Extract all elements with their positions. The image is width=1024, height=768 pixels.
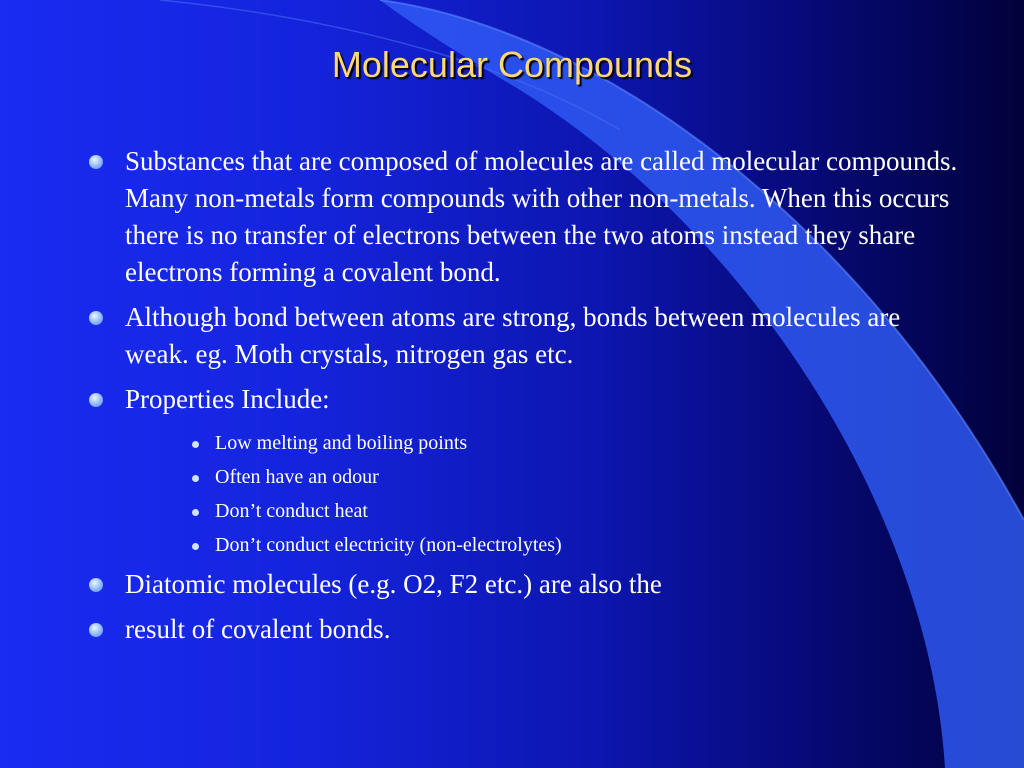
sub-bullet-item (191, 460, 968, 494)
bullet-dot-icon (89, 155, 103, 169)
bullet-dot-icon (89, 393, 103, 407)
sub-bullet-dot-icon (192, 441, 199, 448)
properties-sublist (88, 426, 968, 562)
bullet-item (88, 299, 968, 373)
sub-bullet-text: Don’t conduct electricity (non-electrolytes) (215, 534, 562, 556)
sub-bullet-item (191, 494, 968, 528)
sub-bullet-dot-icon (192, 509, 199, 516)
bullet-item (88, 381, 968, 418)
bullet-text: Diatomic molecules (e.g. O2, F2 etc.) are also the (125, 569, 662, 599)
slide-title: Molecular Compounds (331, 44, 693, 85)
bullet-item (88, 611, 968, 648)
bullet-dot-icon (89, 578, 103, 592)
bullet-item (88, 143, 968, 291)
sub-bullet-dot-icon (192, 543, 199, 550)
bullet-list (88, 143, 968, 656)
sub-bullet-item (191, 528, 968, 562)
sub-bullet-text: Low melting and boiling points (215, 432, 468, 454)
bullet-dot-icon (89, 311, 103, 325)
bullet-text: Although bond between atoms are strong, bonds between molecules are weak. eg. Moth crystals, nitrogen gas etc. (125, 302, 901, 369)
sub-bullet-item (191, 426, 968, 460)
bullet-dot-icon (89, 623, 103, 637)
sub-bullet-text: Don’t conduct heat (215, 500, 368, 522)
bullet-item (88, 566, 968, 603)
bullet-text: Properties Include: (125, 384, 330, 414)
bullet-text: result of covalent bonds. (125, 614, 391, 644)
sub-bullet-dot-icon (192, 475, 199, 482)
bullet-text: Substances that are composed of molecules are called molecular compounds. Many non-metals form compounds with other non-metals. When this occurs there is no transfer of electrons between the two atoms instead they share electrons forming a covalent bond. (125, 146, 958, 287)
sub-bullet-text: Often have an odour (215, 466, 379, 488)
